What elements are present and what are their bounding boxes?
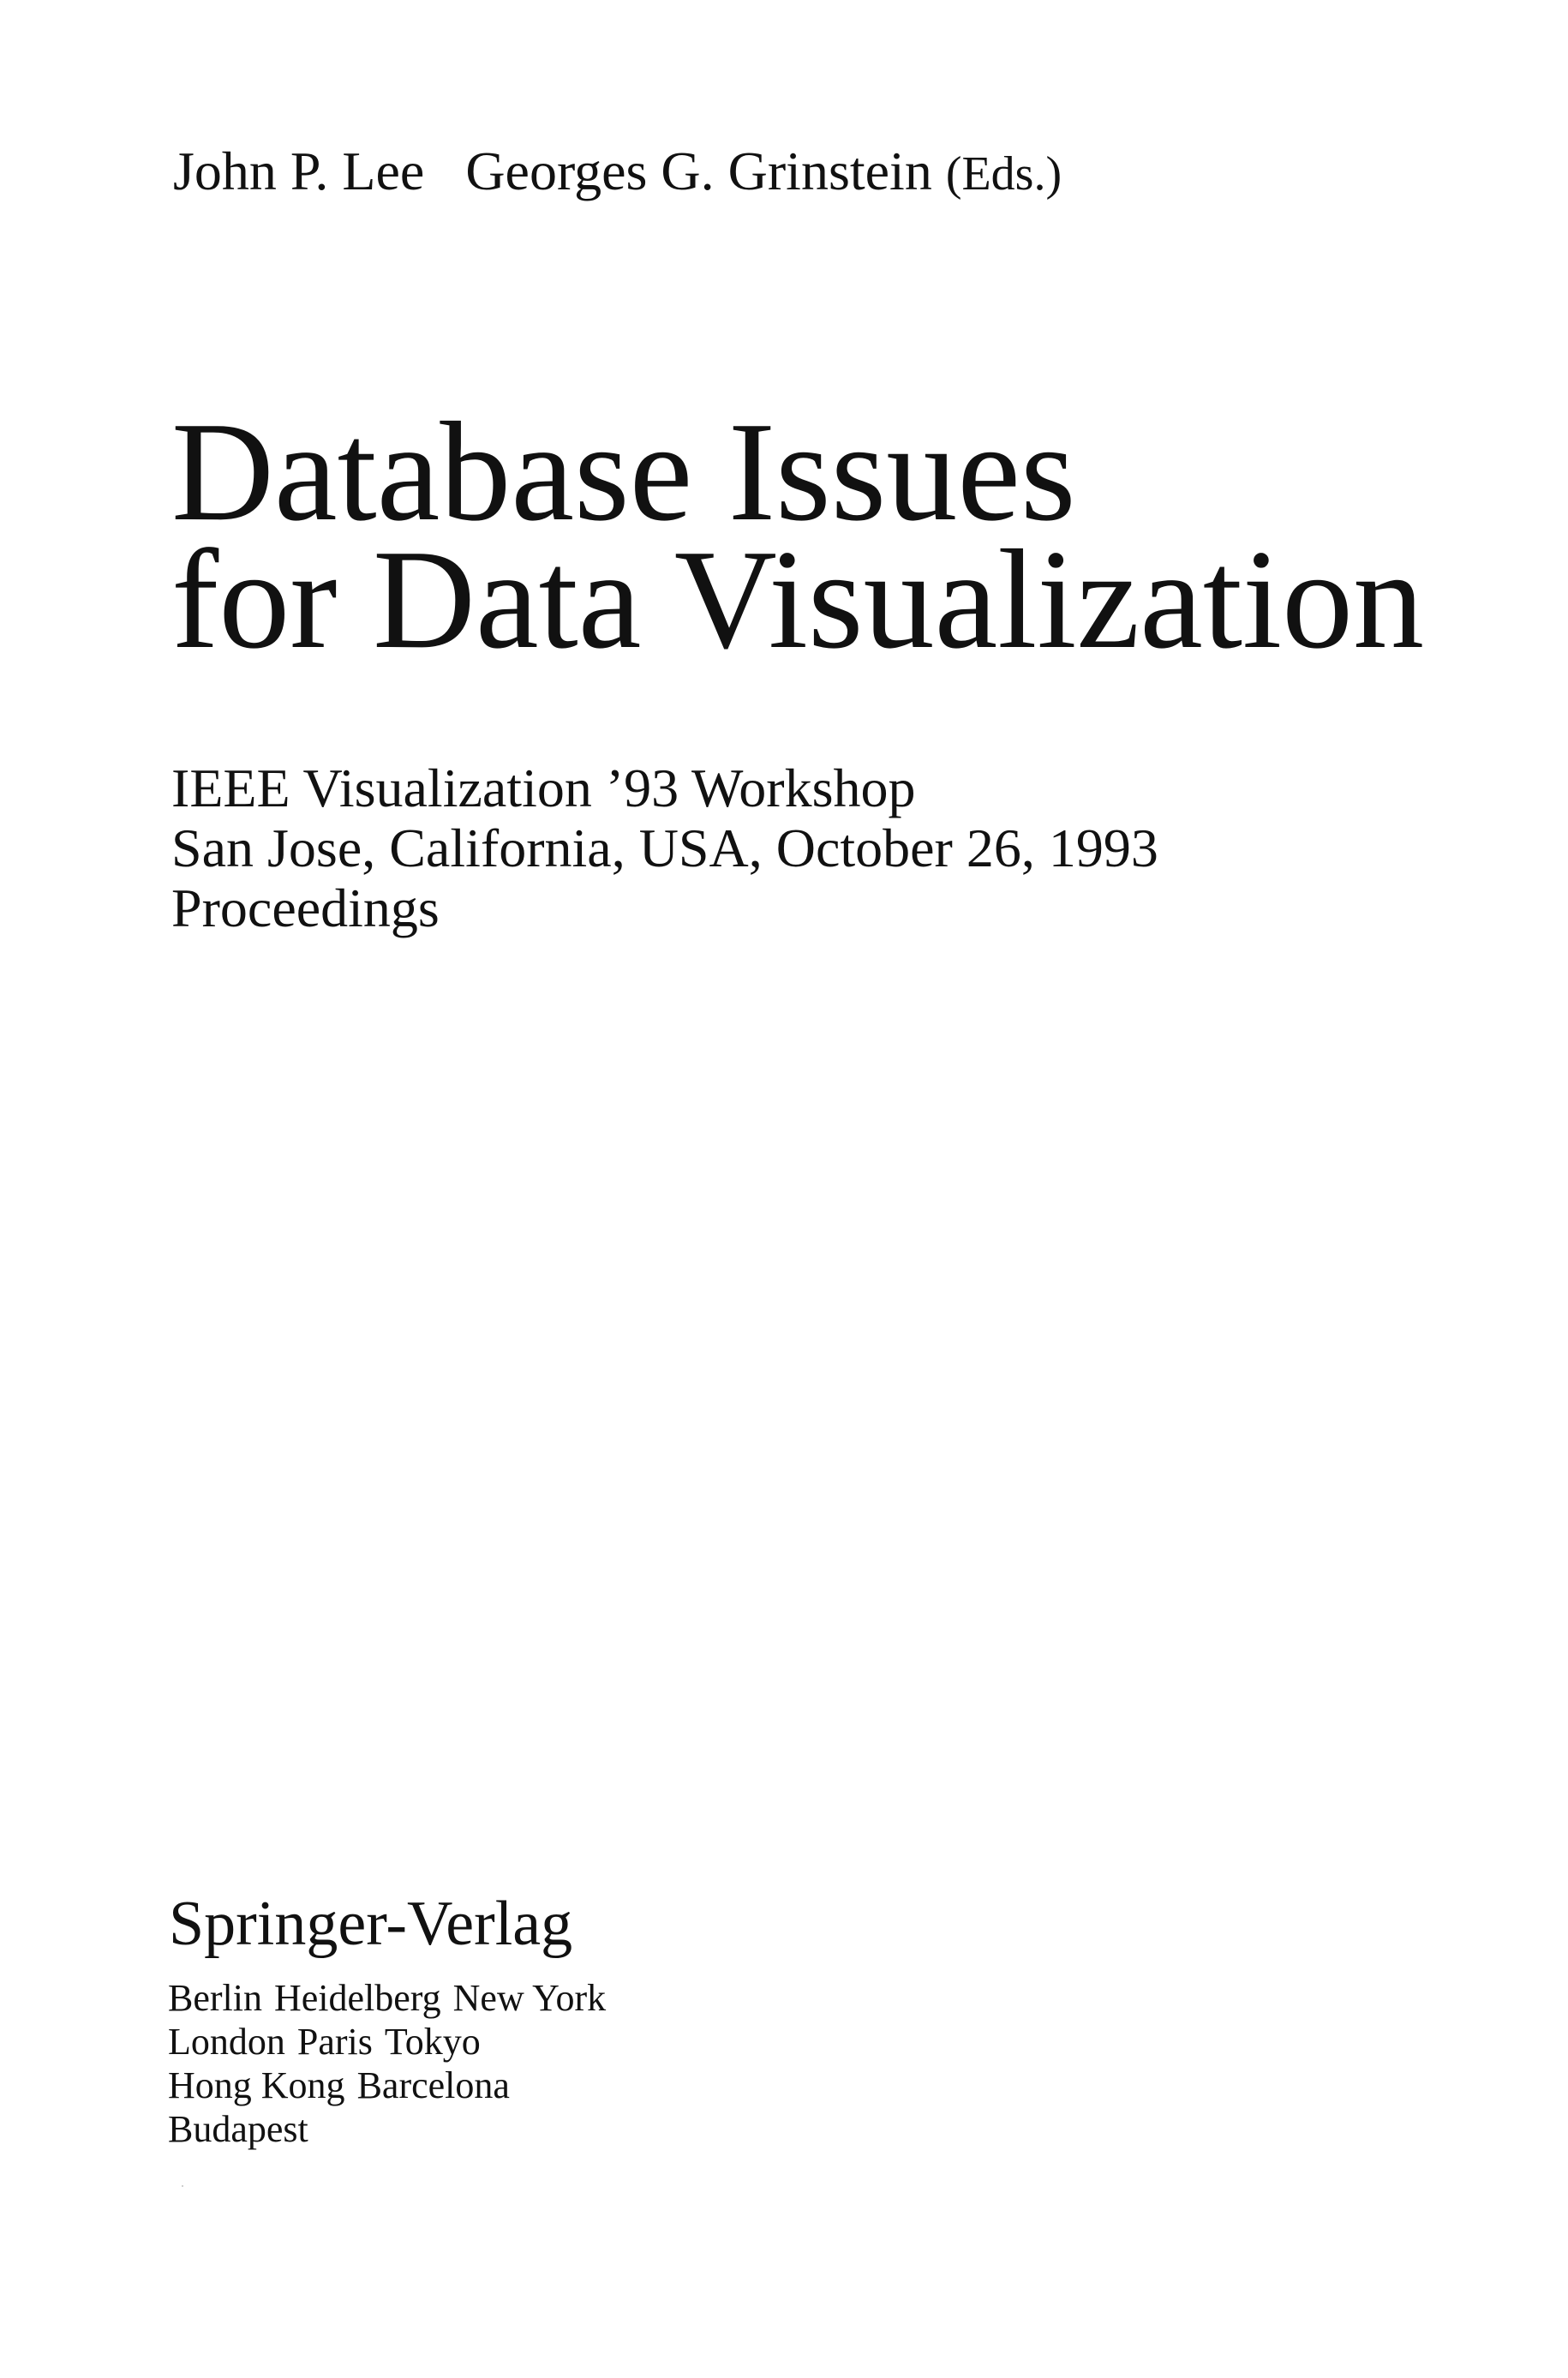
publisher-city: Paris <box>296 2021 373 2063</box>
publisher-cities-line <box>168 1976 606 2020</box>
publisher-city: Barcelona <box>356 2064 510 2106</box>
event-type: Proceedings <box>171 878 440 938</box>
book-title-line: for Data Visualization <box>171 520 1425 678</box>
publisher-city: Heidelberg <box>273 1977 441 2019</box>
scan-speck <box>182 2185 183 2187</box>
publisher-cities-line <box>168 2107 606 2151</box>
publisher-city: Hong Kong <box>168 2064 345 2106</box>
publisher-city: London <box>168 2021 285 2063</box>
editor-name: Georges G. Grinstein <box>465 141 932 201</box>
editors-line <box>173 141 1062 201</box>
publisher-cities-line <box>168 2064 606 2107</box>
event-name: IEEE Visualization ’93 Workshop <box>171 758 916 818</box>
publisher-city: Tokyo <box>384 2021 481 2063</box>
editors-role: (Eds.) <box>945 147 1062 201</box>
publisher-cities-line <box>168 2020 606 2064</box>
publisher-cities <box>168 1976 606 2151</box>
event-place-date: San Jose, California, USA, October 26, 1993 <box>171 818 1158 878</box>
book-title-line: Database Issues <box>171 392 1076 550</box>
publisher-city: New York <box>452 1977 607 2019</box>
event-info <box>171 758 1158 938</box>
editor-name: John P. Lee <box>173 141 425 201</box>
publisher-city: Budapest <box>168 2108 308 2150</box>
publisher-name: Springer-Verlag <box>169 1889 573 1959</box>
book-title <box>171 392 1425 678</box>
publisher-city: Berlin <box>168 1977 262 2019</box>
